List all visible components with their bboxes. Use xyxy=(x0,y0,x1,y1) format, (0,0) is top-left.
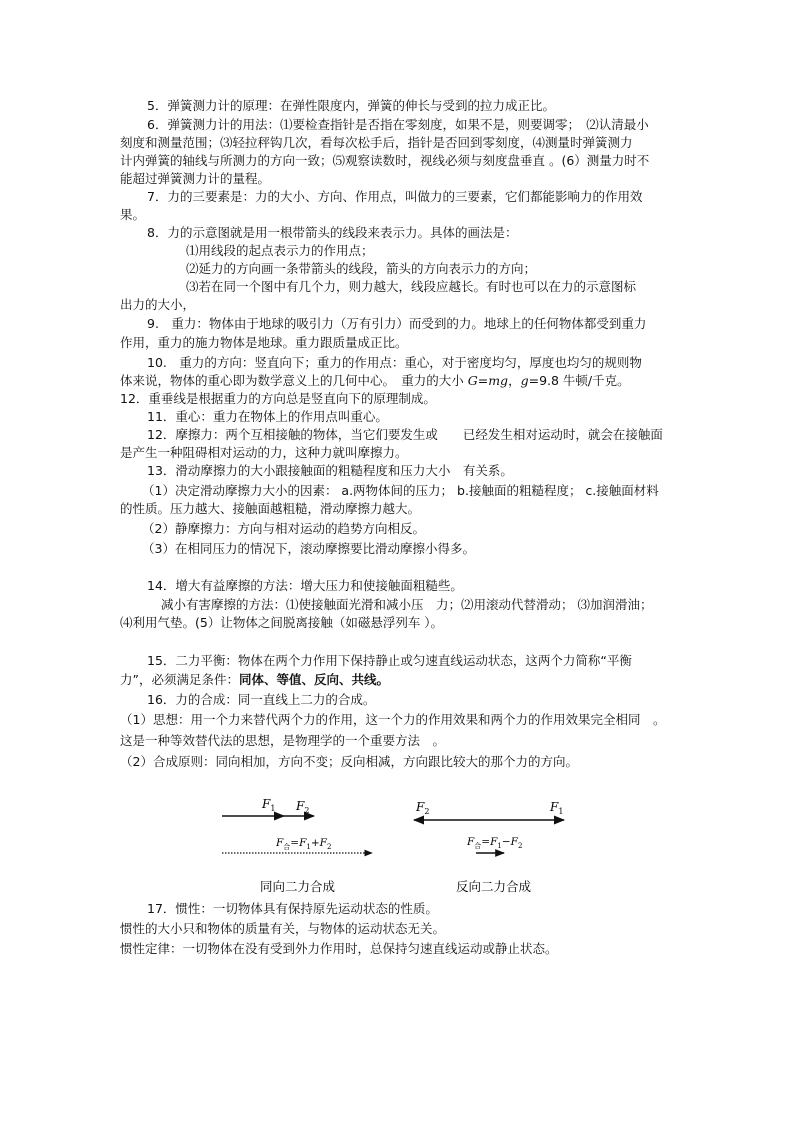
item-6-line-1: 6．弹簧测力计的用法：⑴要检查指针是否指在零刻度，如果不是，则要调零； ⑵认清最小 xyxy=(147,117,649,132)
item-15-text: 力”，必须满足条件： xyxy=(120,672,239,687)
item-6-line-3: 计内弹簧的轴线与所测力的方向一致；⑸观察读数时，视线必须与刻度盘垂直 。(6）测量力时不 xyxy=(120,153,650,168)
item-14-line-3: ⑷利用气垫。(5）让物体之间脱离接触（如磁悬浮列车 ）。 xyxy=(120,615,444,630)
item-10-g-value: =9.8 牛顿/千克。 xyxy=(528,373,630,388)
same-f1-label: $F_1$ xyxy=(262,797,276,813)
gravity-formula: G=mg xyxy=(467,373,509,388)
opp-resultant-label: $F_合=F_1-F_2$ xyxy=(467,836,523,850)
item-13-sub-2: （2）静摩擦力：方向与相对运动的趋势方向相反。 xyxy=(142,521,425,536)
same-direction-diagram xyxy=(222,797,372,894)
item-8-step-3-cont: 出力的大小， xyxy=(120,297,196,312)
item-17-line-1: 17．惯性：一切物体具有保持原先运动状态的性质。 xyxy=(147,901,438,916)
item-16: 16．力的合成：同一直线上二力的合成。 xyxy=(147,692,376,707)
same-direction-caption: 同向二力合成 xyxy=(260,879,336,894)
item-11: 11．重心：重力在物体上的作用点叫重心。 xyxy=(147,409,388,424)
item-16-sub-1-line-1: （1）思想：用一个力来替代两个力的作用，这一个力的作用效果和两个力的作用效果完全相同 。 xyxy=(120,712,666,727)
item-7-line-1: 7．力的三要素是：力的大小、方向、作用点，叫做力的三要素，它们都能影响力的作用效 xyxy=(147,189,643,204)
item-6-line-4: 能超过弹簧测力计的量程。 xyxy=(120,171,271,186)
balance-conditions: 同体、等值、反向、共线。 xyxy=(238,672,389,687)
same-resultant-label: $F_合=F_1+F_2$ xyxy=(276,837,332,851)
item-10-sep: ， xyxy=(508,373,521,388)
item-12-friction-line-2: 是产生一种阻碍相对运动的力，这种力就叫摩擦力。 xyxy=(120,445,408,460)
item-17-line-2: 惯性的大小只和物体的质量有关，与物体的运动状态无关。 xyxy=(120,921,446,936)
item-6-line-2: 刻度和测量范围；⑶轻拉秤钩几次，看每次松手后，指针是否回到零刻度，⑷测量时弹簧测力 xyxy=(120,135,633,150)
opp-f1-label: $F_1$ xyxy=(550,800,564,816)
item-13-sub-3: （3）在相同压力的情况下，滚动摩擦要比滑动摩擦小得多。 xyxy=(142,541,475,556)
g-symbol: g xyxy=(520,373,529,388)
item-8-line-1: 8．力的示意图就是用一根带箭头的线段来表示力。具体的画法是： xyxy=(147,225,518,240)
item-13-sub-1-line-1: （1）决定滑动摩擦力大小的因素： a.两物体间的压力； b.接触面的粗糙程度； c.接触面材料 xyxy=(142,483,659,498)
item-16-sub-1-line-2: 这是一种等效替代法的思想，是物理学的一个重要方法 。 xyxy=(120,733,446,748)
item-12-plumb: 12．重垂线是根据重力的方向总是竖直向下的原理制成。 xyxy=(120,391,436,406)
opposite-direction-diagram xyxy=(414,800,564,894)
item-14-line-1: 14．增大有益摩擦的方法：增大压力和使接触面粗糙些。 xyxy=(147,578,463,593)
item-17-line-3: 惯性定律：一切物体在没有受到外力作用时，总保持匀速直线运动或静止状态。 xyxy=(120,941,558,956)
item-16-sub-2: （2）合成原则：同向相加，方向不变；反向相减，方向跟比较大的那个力的方向。 xyxy=(120,754,578,769)
same-f2-label: $F_2$ xyxy=(296,799,310,815)
opp-f2-label: $F_2$ xyxy=(416,800,430,816)
item-7-line-2: 果。 xyxy=(120,207,146,222)
item-15-line-1: 15．二力平衡：物体在两个力作用下保持静止或匀速直线运动状态，这两个力简称“平衡 xyxy=(147,653,632,668)
opposite-direction-caption: 反向二力合成 xyxy=(456,879,532,894)
item-8-step-2: ⑵延力的方向画一条带箭头的线段，箭头的方向表示力的方向； xyxy=(186,261,537,276)
item-9-line-2: 作用，重力的施力物体是地球。重力跟质量成正比。 xyxy=(120,335,408,350)
item-9-line-1: 9. 重力：物体由于地球的吸引力（万有引力）而受到的力。地球上的任何物体都受到重力 xyxy=(147,316,647,331)
item-8-step-3: ⑶若在同一个图中有几个力，则力越大，线段应越长。有时也可以在力的示意图标 xyxy=(186,279,637,294)
item-13: 13．滑动摩擦力的大小跟接触面的粗糙程度和压力大小 有关系。 xyxy=(147,463,513,478)
item-13-sub-1-line-2: 的性质。压力越大、接触面越粗糙，滑动摩擦力越大。 xyxy=(120,501,421,516)
item-12-friction-line-1: 12．摩擦力：两个互相接触的物体，当它们要发生或 已经发生相对运动时，就会在接触面 xyxy=(147,427,663,442)
item-10-text: 体来说，物体的重心即为数学意义上的几何中心。 重力的大小 xyxy=(120,373,468,388)
item-5: 5．弹簧测力计的原理：在弹性限度内，弹簧的伸长与受到的拉力成正比。 xyxy=(147,98,555,113)
item-14-line-2: 减小有害摩擦的方法：⑴使接触面光滑和减小压 力；⑵用滚动代替滑动； ⑶加润滑油； xyxy=(161,597,653,612)
item-8-step-1: ⑴用线段的起点表示力的作用点； xyxy=(186,243,374,258)
item-10-line-1: 10. 重力的方向：竖直向下；重力的作用点：重心，对于密度均匀，厚度也均匀的规则物 xyxy=(147,355,642,370)
